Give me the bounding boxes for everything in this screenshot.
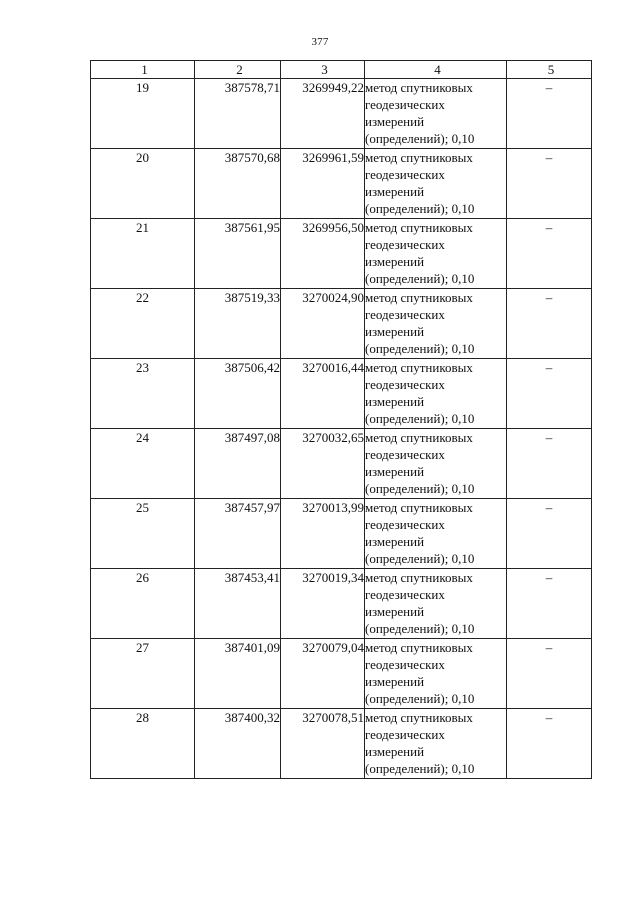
method-line: измерений (365, 604, 425, 619)
method-line: (определений); 0,10 (365, 341, 475, 356)
x-coordinate-cell: 387400,32 (195, 709, 281, 779)
x-coordinate-cell: 387506,42 (195, 359, 281, 429)
method-line: метод спутниковых (365, 710, 473, 725)
column-5-cell: – (507, 79, 592, 149)
header-cell-4: 4 (365, 61, 507, 79)
table-row (91, 289, 592, 359)
table-row (91, 499, 592, 569)
method-line: метод спутниковых (365, 220, 473, 235)
y-coordinate-cell: 3270019,34 (281, 569, 365, 639)
y-coordinate-cell: 3270079,04 (281, 639, 365, 709)
method-line: геодезических (365, 517, 445, 532)
point-number-cell: 21 (91, 219, 195, 289)
table-row (91, 219, 592, 289)
table-row (91, 709, 592, 779)
method-line: метод спутниковых (365, 150, 473, 165)
method-line: измерений (365, 674, 425, 689)
table-row (91, 79, 592, 149)
point-number-cell: 28 (91, 709, 195, 779)
y-coordinate-cell: 3270078,51 (281, 709, 365, 779)
method-line: геодезических (365, 167, 445, 182)
y-coordinate-cell: 3269956,50 (281, 219, 365, 289)
method-line: геодезических (365, 377, 445, 392)
method-line: измерений (365, 744, 425, 759)
method-line: (определений); 0,10 (365, 201, 475, 216)
method-line: измерений (365, 254, 425, 269)
method-line: геодезических (365, 237, 445, 252)
method-line: измерений (365, 184, 425, 199)
method-line: метод спутниковых (365, 430, 473, 445)
method-line: (определений); 0,10 (365, 481, 475, 496)
page-number: 377 (311, 36, 329, 48)
method-line: (определений); 0,10 (365, 411, 475, 426)
method-line: (определений); 0,10 (365, 131, 475, 146)
method-cell (365, 149, 507, 219)
y-coordinate-cell: 3270024,90 (281, 289, 365, 359)
method-line: метод спутниковых (365, 290, 473, 305)
header-cell-1: 1 (91, 61, 195, 79)
method-cell (365, 709, 507, 779)
column-5-cell: – (507, 149, 592, 219)
point-number-cell: 26 (91, 569, 195, 639)
column-5-cell: – (507, 709, 592, 779)
column-5-cell: – (507, 219, 592, 289)
method-line: геодезических (365, 587, 445, 602)
method-line: метод спутниковых (365, 500, 473, 515)
method-line: метод спутниковых (365, 570, 473, 585)
x-coordinate-cell: 387570,68 (195, 149, 281, 219)
method-line: измерений (365, 114, 425, 129)
column-5-cell: – (507, 359, 592, 429)
method-line: (определений); 0,10 (365, 761, 475, 776)
x-coordinate-cell: 387453,41 (195, 569, 281, 639)
method-line: измерений (365, 324, 425, 339)
method-cell (365, 79, 507, 149)
method-cell (365, 639, 507, 709)
method-line: (определений); 0,10 (365, 691, 475, 706)
x-coordinate-cell: 387497,08 (195, 429, 281, 499)
x-coordinate-cell: 387457,97 (195, 499, 281, 569)
column-5-cell: – (507, 429, 592, 499)
column-5-cell: – (507, 639, 592, 709)
method-line: геодезических (365, 727, 445, 742)
method-line: (определений); 0,10 (365, 621, 475, 636)
method-cell (365, 429, 507, 499)
x-coordinate-cell: 387519,33 (195, 289, 281, 359)
method-line: (определений); 0,10 (365, 271, 475, 286)
method-cell (365, 219, 507, 289)
table-row (91, 149, 592, 219)
point-number-cell: 22 (91, 289, 195, 359)
point-number-cell: 23 (91, 359, 195, 429)
point-number-cell: 25 (91, 499, 195, 569)
x-coordinate-cell: 387401,09 (195, 639, 281, 709)
header-cell-2: 2 (195, 61, 281, 79)
method-cell (365, 569, 507, 639)
coordinates-table (90, 60, 592, 779)
table-row (91, 429, 592, 499)
table-row (91, 359, 592, 429)
method-cell (365, 289, 507, 359)
x-coordinate-cell: 387561,95 (195, 219, 281, 289)
point-number-cell: 24 (91, 429, 195, 499)
method-line: геодезических (365, 307, 445, 322)
header-cell-3: 3 (281, 61, 365, 79)
method-line: метод спутниковых (365, 640, 473, 655)
method-line: геодезических (365, 447, 445, 462)
column-5-cell: – (507, 569, 592, 639)
method-line: метод спутниковых (365, 80, 473, 95)
y-coordinate-cell: 3270013,99 (281, 499, 365, 569)
column-5-cell: – (507, 499, 592, 569)
method-line: измерений (365, 464, 425, 479)
y-coordinate-cell: 3270016,44 (281, 359, 365, 429)
point-number-cell: 20 (91, 149, 195, 219)
method-cell (365, 359, 507, 429)
table-row (91, 639, 592, 709)
y-coordinate-cell: 3270032,65 (281, 429, 365, 499)
method-line: геодезических (365, 657, 445, 672)
method-line: (определений); 0,10 (365, 551, 475, 566)
y-coordinate-cell: 3269949,22 (281, 79, 365, 149)
x-coordinate-cell: 387578,71 (195, 79, 281, 149)
column-5-cell: – (507, 289, 592, 359)
point-number-cell: 27 (91, 639, 195, 709)
method-line: геодезических (365, 97, 445, 112)
y-coordinate-cell: 3269961,59 (281, 149, 365, 219)
method-line: измерений (365, 394, 425, 409)
header-cell-5: 5 (507, 61, 592, 79)
point-number-cell: 19 (91, 79, 195, 149)
method-line: измерений (365, 534, 425, 549)
method-cell (365, 499, 507, 569)
table-row (91, 569, 592, 639)
table-header-row (91, 61, 592, 79)
method-line: метод спутниковых (365, 360, 473, 375)
